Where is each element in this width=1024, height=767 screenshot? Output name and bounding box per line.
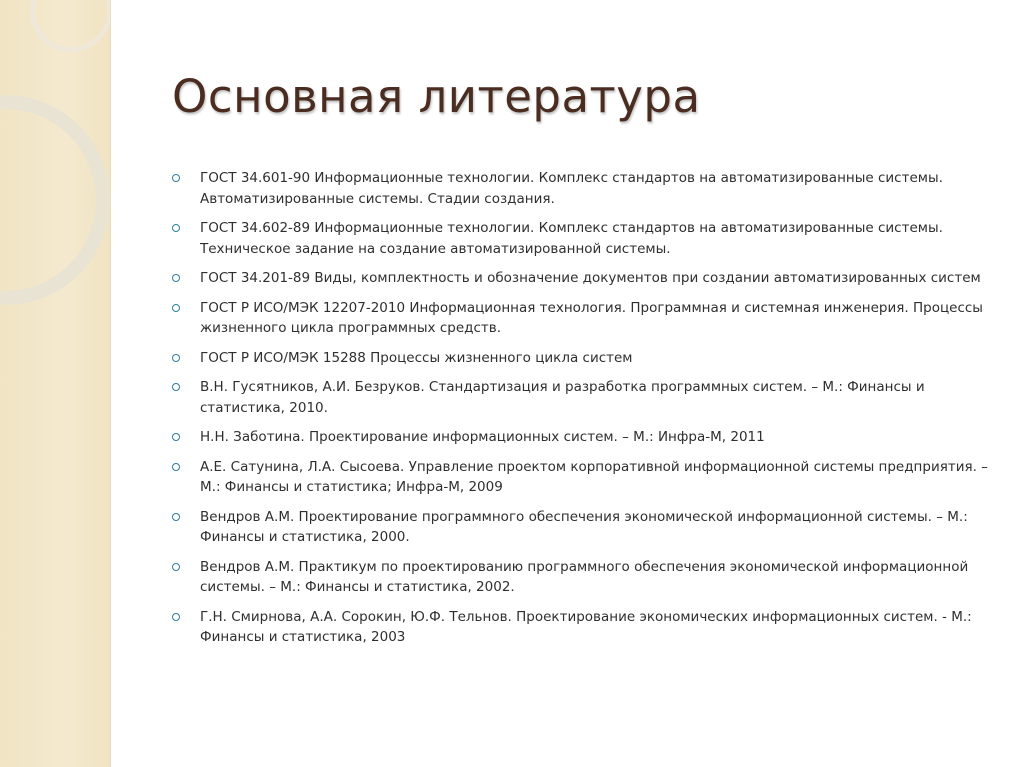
list-item-text: ГОСТ 34.602-89 Информационные технологии. Комплекс стандартов на автоматизированные системы. Техническое задание на создание автоматизированной системы. xyxy=(200,220,943,257)
list-item-text: ГОСТ Р ИСО/МЭК 15288 Процессы жизненного цикла систем xyxy=(200,349,633,366)
list-item-text: ГОСТ 34.601-90 Информационные технологии. Комплекс стандартов на автоматизированные системы. Автоматизированные системы. Стадии создания. xyxy=(200,170,943,207)
decorative-ring-large xyxy=(0,95,110,305)
list-item xyxy=(172,607,992,648)
list-item xyxy=(172,268,992,289)
slide-title: Основная литература xyxy=(172,70,701,123)
circle-bullet-icon xyxy=(172,613,180,621)
circle-bullet-icon xyxy=(172,513,180,521)
circle-bullet-icon xyxy=(172,383,180,391)
list-item xyxy=(172,457,992,498)
list-item-text: Г.Н. Смирнова, А.А. Сорокин, Ю.Ф. Тельнов. Проектирование экономических информационных систем. - М.: Финансы и статистика, 2003 xyxy=(200,608,972,645)
list-item xyxy=(172,168,992,209)
circle-bullet-icon xyxy=(172,463,180,471)
circle-bullet-icon xyxy=(172,224,180,232)
literature-list xyxy=(172,168,992,657)
list-item xyxy=(172,557,992,598)
list-item-text: А.Е. Сатунина, Л.А. Сысоева. Управление проектом корпоративной информационной системы предприятия. – М.: Финансы и статистика; Инфра-М, 2009 xyxy=(200,458,988,495)
list-item-text: В.Н. Гусятников, А.И. Безруков. Стандартизация и разработка программных систем. – М.: Финансы и статистика, 2010. xyxy=(200,379,925,416)
circle-bullet-icon xyxy=(172,174,180,182)
list-item xyxy=(172,298,992,339)
circle-bullet-icon xyxy=(172,563,180,571)
circle-bullet-icon xyxy=(172,304,180,312)
circle-bullet-icon xyxy=(172,354,180,362)
list-item-text: Н.Н. Заботина. Проектирование информационных систем. – М.: Инфра-М, 2011 xyxy=(200,429,765,445)
circle-bullet-icon xyxy=(172,433,180,441)
list-item-text: Вендров А.М. Практикум по проектированию программного обеспечения экономической информационной системы. – М.: Финансы и статистика, 2002. xyxy=(200,558,969,595)
panel-divider xyxy=(110,0,111,767)
list-item-text: Вендров А.М. Проектирование программного обеспечения экономической информационной системы. – М.: Финансы и статистика, 2000. xyxy=(200,508,968,545)
list-item xyxy=(172,218,992,259)
list-item xyxy=(172,377,992,418)
list-item-text: ГОСТ 34.201-89 Виды, комплектность и обозначение документов при создании автоматизированных систем xyxy=(200,270,981,286)
circle-bullet-icon xyxy=(172,274,180,282)
list-item xyxy=(172,427,992,448)
list-item xyxy=(172,348,992,369)
decorative-side-panel xyxy=(0,0,110,767)
decorative-ring-small xyxy=(30,0,110,52)
list-item xyxy=(172,507,992,548)
list-item-text: ГОСТ Р ИСО/МЭК 12207-2010 Информационная технология. Программная и системная инженерия. Процессы жизненного цикла программных средств. xyxy=(200,299,983,336)
